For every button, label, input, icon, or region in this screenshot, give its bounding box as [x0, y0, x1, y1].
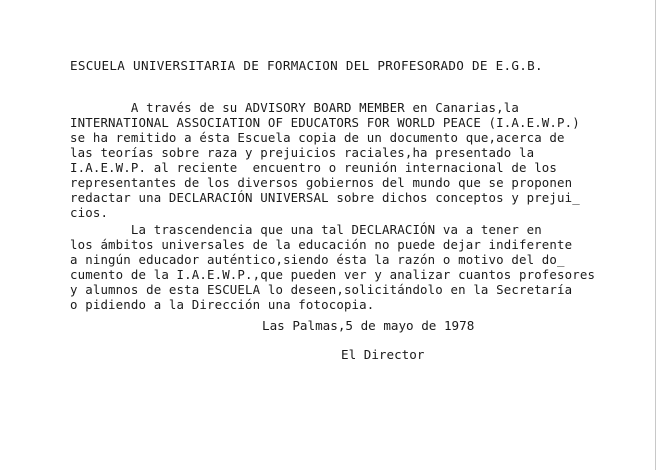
scan-edge-line	[655, 0, 656, 470]
paragraph1-line-4: las teorías sobre raza y prejuicios raciales,ha presentado la	[70, 145, 535, 160]
place-date: Las Palmas,5 de mayo de 1978	[262, 318, 475, 333]
paragraph1-line-6: representantes de los diversos gobiernos del mundo que se proponen	[70, 175, 573, 190]
document-heading: ESCUELA UNIVERSITARIA DE FORMACION DEL PROFESORADO DE E.G.B.	[70, 58, 543, 73]
signature-title: El Director	[341, 347, 425, 362]
paragraph1-line-8: cios.	[70, 205, 109, 220]
paragraph2-line-3: a ningún educador auténtico,siendo ésta la razón o motivo del do_	[70, 252, 565, 267]
paragraph1-line-1: A través de su ADVISORY BOARD MEMBER en Canarias,la	[70, 100, 519, 115]
paragraph1-line-5: I.A.E.W.P. al reciente encuentro o reunión internacional de los	[70, 160, 558, 175]
paragraph2-line-4: cumento de la I.A.E.W.P.,que pueden ver y analizar cuantos profesores	[70, 267, 596, 282]
paragraph2-line-5: y alumnos de esta ESCUELA lo deseen,solicitándolo en la Secretaría	[70, 282, 573, 297]
paragraph1-line-7: redactar una DECLARACIÓN UNIVERSAL sobre dichos conceptos y prejui_	[70, 190, 580, 205]
paragraph1-line-3: se ha remitido a ésta Escuela copia de un documento que,acerca de	[70, 130, 565, 145]
paragraph2-line-2: los ámbitos universales de la educación no puede dejar indiferente	[70, 237, 573, 252]
paragraph1-line-2: INTERNATIONAL ASSOCIATION OF EDUCATORS FOR WORLD PEACE (I.A.E.W.P.)	[70, 115, 580, 130]
paragraph2-line-6: o pidiendo a la Dirección una fotocopia.	[70, 297, 375, 312]
paragraph2-line-1: La trascendencia que una tal DECLARACIÓN va a tener en	[70, 222, 542, 237]
